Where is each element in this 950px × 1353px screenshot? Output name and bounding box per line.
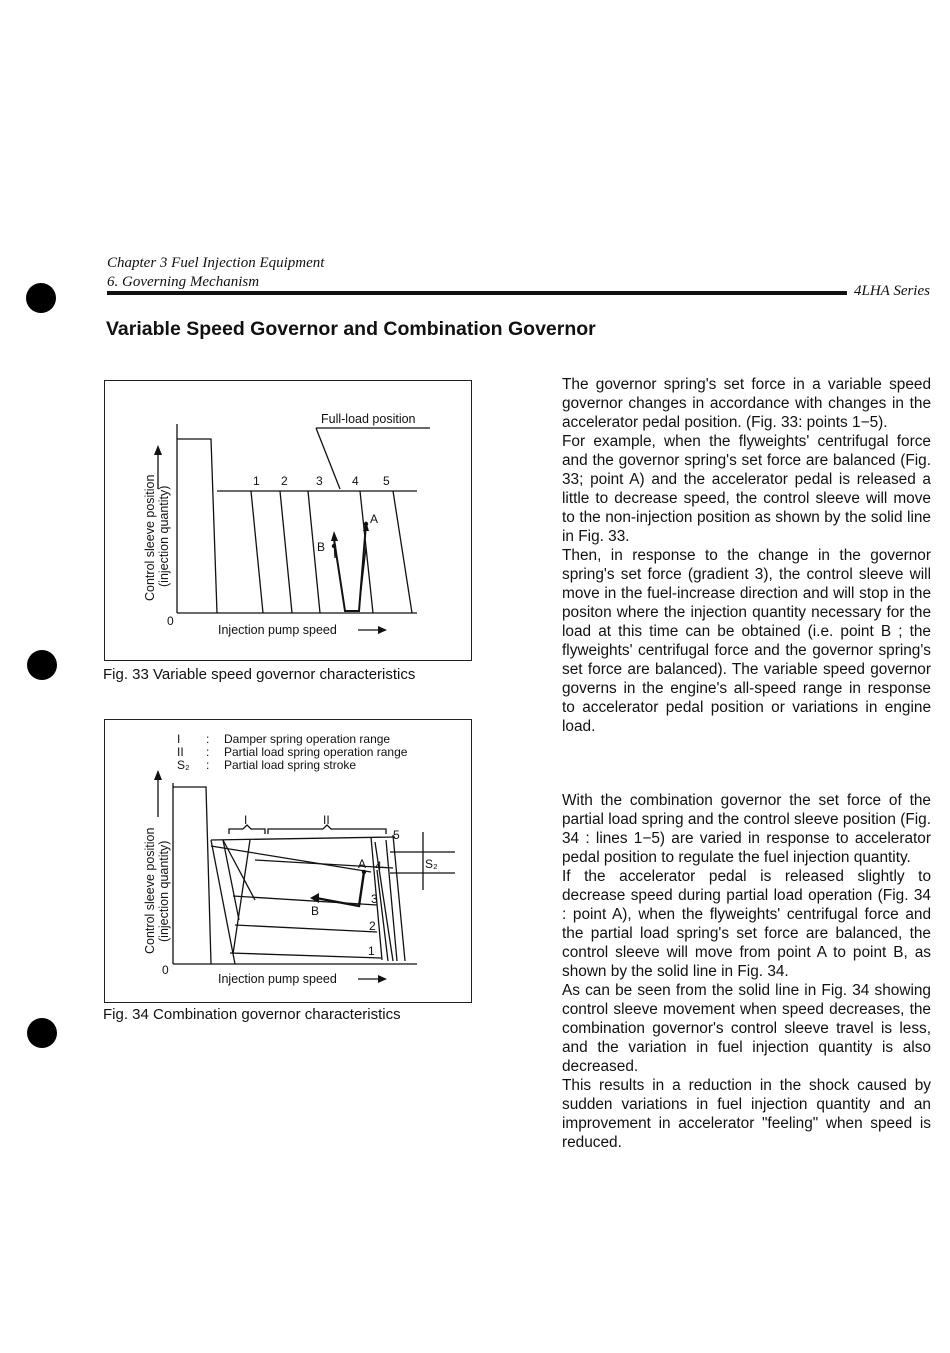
fig34-legend-text-3: Partial load spring stroke <box>224 758 357 772</box>
fig34-y-label-sub: (injection quantity) <box>157 840 171 942</box>
body-text-upper <box>562 375 931 736</box>
punch-hole-bottom <box>27 1018 57 1048</box>
fig34-range-ii: II <box>323 813 330 827</box>
fig34-legend-text-2: Partial load spring operation range <box>224 745 408 759</box>
fig34-line-label-3: 3 <box>371 892 378 906</box>
fig33-line-label-3: 3 <box>316 474 323 488</box>
fig34-line-label-1: 1 <box>368 944 375 958</box>
figure-34-caption: Fig. 34 Combination governor characteristics <box>103 1006 401 1023</box>
paragraph-3: Then, in response to the change in the governor spring's set force (gradient 3), the control sleeve will move in the fuel-increase direction and will stop in the positon where the injection quantity necessary for the load at this time can be obtained (i.e. point B ; the flyweights' centrifugal force and the governor spring's set force are balanced). The variable speed governor governs in the engine's all-speed range in response to accelerator pedal position or variations in engine load. <box>562 547 931 735</box>
figure-33-diagram <box>105 381 471 660</box>
figure-33-box <box>104 380 472 661</box>
section-heading: 6. Governing Mechanism <box>107 274 260 290</box>
fig33-y-label-sub: (injection quantity) <box>157 485 171 587</box>
figure-34-box <box>104 719 472 1003</box>
fig34-line-label-5: 5 <box>393 828 400 842</box>
fig34-legend-sep-1: : <box>206 732 210 746</box>
fig34-legend-key-1: I <box>177 732 181 746</box>
fig33-x-arrow <box>358 626 387 634</box>
page-title: Variable Speed Governor and Combination Governor <box>106 318 596 340</box>
paragraph-4: With the combination governor the set force of the partial load spring and the control sleeve position (Fig. 34 : lines 1−5) are varied in response to accelerator pedal position to regulate the fuel injection quantity. <box>562 792 931 866</box>
fig33-y-label: Control sleeve position <box>143 474 157 601</box>
header-rule <box>107 291 847 295</box>
fig33-point-b: B <box>317 540 326 554</box>
fig34-legend-key-3: S₂ <box>177 758 190 772</box>
fig34-point-b: B <box>311 904 320 918</box>
fig34-x-label: Injection pump speed <box>218 972 337 986</box>
fig34-point-a: A <box>358 857 367 871</box>
fig34-x-arrow <box>358 975 387 983</box>
fig34-y-label: Control sleeve position <box>143 827 157 954</box>
fig34-origin: 0 <box>162 963 169 977</box>
body-text-lower <box>562 791 931 1152</box>
fig34-legend-sep-2: : <box>206 745 210 759</box>
fig34-stroke-label: S₂ <box>425 857 438 871</box>
paragraph-7: This results in a reduction in the shock caused by sudden variations in fuel injection quantity and an improvement in accelerator "feeling" when speed is reduced. <box>562 1077 931 1151</box>
fig34-legend-sep-3: : <box>206 758 210 772</box>
fig34-range-i: I <box>244 813 248 827</box>
fig33-point-a: A <box>370 512 379 526</box>
paragraph-5: If the accelerator pedal is released slightly to decrease speed during partial load operation (Fig. 34 : point A), when the flyweights' centrifugal force and the partial load spring's set force are balanced, the control sleeve will move from point A to point B, as shown by the solid line in Fig. 34. <box>562 868 931 980</box>
punch-hole-top <box>26 283 56 313</box>
paragraph-6: As can be seen from the solid line in Fig. 34 showing control sleeve movement when speed decreases, the combination governor's control sleeve travel is less, and the variation in fuel injection quantity is also decreased. <box>562 982 931 1075</box>
paragraph-2: For example, when the flyweights' centrifugal force and the governor spring's set force are balanced (Fig. 33; point A) and the accelerator pedal is released a little to decrease speed, the control sleeve will move to the non-injection position as shown by the solid line in Fig. 33. <box>562 433 931 545</box>
figure-33-caption: Fig. 33 Variable speed governor characteristics <box>103 666 416 683</box>
fig33-x-label: Injection pump speed <box>218 623 337 637</box>
fig33-line-label-1: 1 <box>253 474 260 488</box>
fig34-legend-text-1: Damper spring operation range <box>224 732 391 746</box>
fig34-legend-key-2: II <box>177 745 184 759</box>
fig33-line-label-4: 4 <box>352 474 359 488</box>
punch-hole-middle <box>27 650 57 680</box>
fig33-origin: 0 <box>167 614 174 628</box>
chapter-heading: Chapter 3 Fuel Injection Equipment <box>107 255 325 271</box>
fig33-line-label-2: 2 <box>281 474 288 488</box>
figure-34-diagram <box>105 720 471 1002</box>
fig33-full-load-label: Full-load position <box>321 412 416 426</box>
fig34-line-label-2: 2 <box>369 919 376 933</box>
fig34-line-label-4: 4 <box>375 859 382 873</box>
fig33-line-label-5: 5 <box>383 474 390 488</box>
paragraph-1: The governor spring's set force in a variable speed governor changes in accordance with changes in the accelerator pedal position. (Fig. 33: points 1−5). <box>562 376 931 431</box>
series-label: 4LHA Series <box>854 283 930 299</box>
